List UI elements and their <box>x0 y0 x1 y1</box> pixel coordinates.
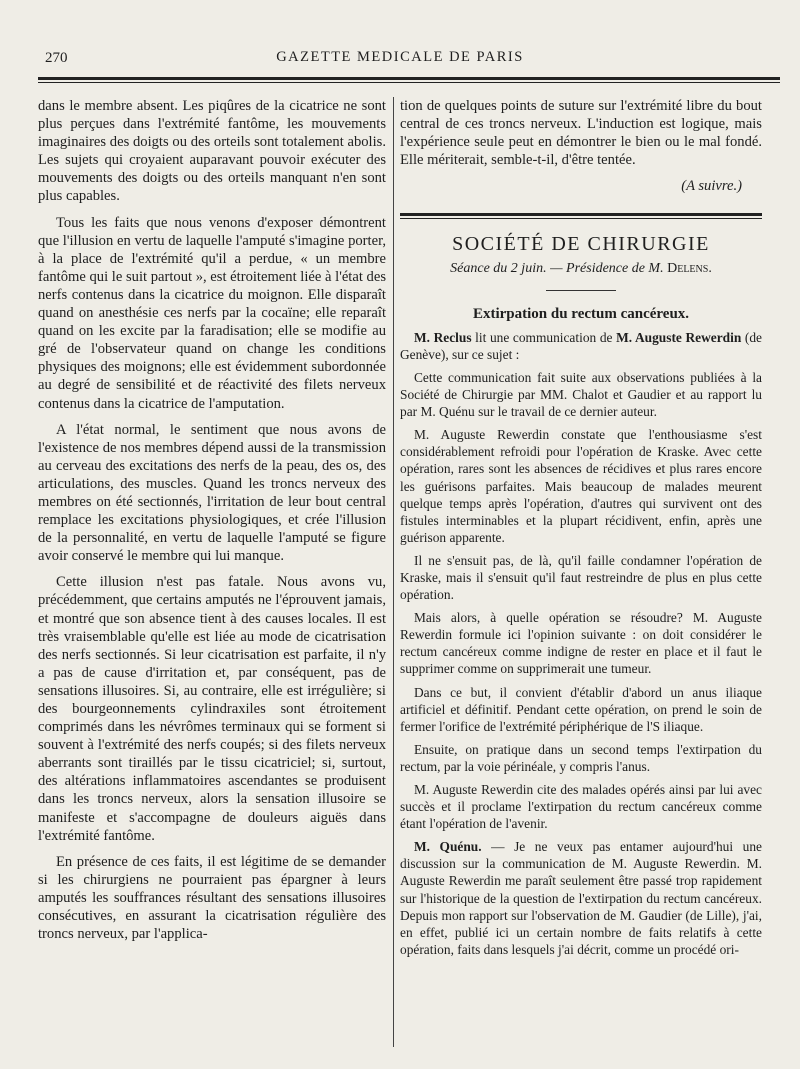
paragraph: M. Auguste Rewerdin constate que l'enthousiasme s'est considérablement refroidi pour l'opération de Kraske. Avec cette opération, rares sont les absences de récidives et plus rares encore les guérisons parfaites. Mais beaucoup de malades meurent quelque temps après l'opération, d'autres qui survivent ont des fistules interminables et la plupart récidivent, enfin, après une guérison apparente. <box>400 427 762 545</box>
header-rule-thick <box>38 77 780 80</box>
header-rule-thin <box>38 82 780 83</box>
article-title: Extirpation du rectum cancéreux. <box>472 305 690 322</box>
section-rule-thin <box>400 218 762 219</box>
paragraph: Ensuite, on pratique dans un second temps l'extirpation du rectum, par la voie périnéale, y compris l'anus. <box>400 741 762 774</box>
paragraph: En présence de ces faits, il est légitime de se demander si les chirurgiens ne pourraient pas épargner à leurs amputés les souffrances résultant des sensations illusoires consécutives, en assurant la cicatrisation régulière des troncs nerveux, par l'applica- <box>38 853 386 943</box>
section-rule-thick <box>400 213 762 216</box>
speaker-name: M. Quénu. <box>414 839 482 855</box>
to-be-continued: (A suivre.) <box>681 178 742 195</box>
session-line <box>400 260 762 278</box>
right-column <box>400 97 762 964</box>
page-number: 270 <box>45 50 68 66</box>
session-presidency-label: — Présidence de M. <box>550 260 664 276</box>
paragraph: Il ne s'ensuit pas, de là, qu'il faille condamner l'opération de Kraske, mais il s'ensuit qu'il faut restreindre de plus en plus cette opération. <box>400 552 762 603</box>
paragraph: dans le membre absent. Les piqûres de la cicatrice ne sont plus perçues dans l'extrémité fantôme, les mouvements imaginaires des doigts ou des orteils sont totalement abolis. Les sujets qui croyaient auparavant pouvoir exécuter des mouvements des doigts ou des orteils manquant n'en sont plus capables. <box>38 98 386 205</box>
intro-paragraph: M. Reclus lit une communication de M. Auguste Rewerdin (de Genève), sur ce sujet : <box>400 329 762 362</box>
paragraph: A l'état normal, le sentiment que nous avons de l'existence de nos membres dépend aussi de la transmission au cerveau des excitations des nerfs de la peau, des os, des articulations, des muscles. Quand les troncs nerveux des membres on été sectionnés, l'irritation de leur bout central remplace les excitations physiologiques, et crée l'illusion de la personnalité, en vertu de laquelle l'amputé se figure avoir conservé le membre qui lui manque. <box>38 421 386 565</box>
journal-title: GAZETTE MEDICALE DE PARIS <box>276 49 524 65</box>
column-divider <box>393 97 394 1047</box>
paragraph: Mais alors, à quelle opération se résoudre? M. Auguste Rewerdin formule ici l'opinion suivante : on doit considérer le rectum cancéreux comme indigne de rester en place et il faut le supprimer comme on supprimerait une tumeur. <box>400 610 762 677</box>
paragraph: M. Auguste Rewerdin cite des malades opérés ainsi par lui avec succès et il proclame l'extirpation du rectum cancéreux comme étant l'opération de l'avenir. <box>400 782 762 832</box>
session-president: Delens. <box>667 260 712 276</box>
paragraph: M. Quénu. — Je ne veux pas entamer aujourd'hui une discussion sur la communication de M. Auguste Rewerdin. M. Auguste Rewerdin me paraît seulement être passé trop rapidement sur l'historique de la question de l'extirpation du rectum cancéreux. Depuis mon rapport sur l'observation de M. Gaudier (de Lille), j'ai, en effet, publié ici un certain nombre de faits relatifs à cette opération, faits dans lesquels j'ai décrit, comme un procédé ori- <box>400 839 762 957</box>
speaker-name: M. Auguste Rewerdin <box>616 329 742 345</box>
left-column <box>38 97 386 951</box>
paragraph: Cette illusion n'est pas fatale. Nous avons vu, précédemment, que certains amputés ne l'éprouvent jamais, et montré que son absence tient à des causes locales. Il est très vraisemblable qu'elle est liée au mode de cicatrisation des nerfs sectionnés. Si leur cicatrisation est parfaite, il n'y a pas de cause d'irritation et, par conséquent, pas de sensations illusoires. Si, au contraire, elle est irrégulière; si des bourgeonnements cylindraxiles sont étroitement comprimés dans les névrômes terminaux qui se forment si souvent à l'extrémité des nerfs coupés; si des filets nerveux aberrants sont tiraillés par le tissu cicatriciel; si, surtout, des altérations inflammatoires ascendantes se produisent dans les troncs nerveux, alors la sensation illusoire se manifeste et s'accompagne de douleurs aiguës dans l'extrémité fantôme. <box>38 574 386 844</box>
paragraph: Cette communication fait suite aux observations publiées à la Société de Chirurgie par MM. Chalot et Gaudier et au rapport lu par M. Quénu sur le travail de ce dernier auteur. <box>400 369 762 420</box>
paragraph: Dans ce but, il convient d'établir d'abord un anus iliaque artificiel et définitif. Pendant cette opération, on prend le soin de fermer l'orifice de l'extrémité périphérique de l'S iliaque. <box>400 684 762 734</box>
session-date: Séance du 2 juin. <box>450 260 547 276</box>
short-rule <box>546 290 616 291</box>
society-heading: SOCIÉTÉ DE CHIRURGIE <box>452 233 710 256</box>
paragraph: Tous les faits que nous venons d'exposer démontrent que l'illusion en vertu de laquelle l'amputé s'imagine porter, à la place de l'extrémité qu'il a perdue, « un membre fantôme qui le suit partout », est étroitement liée à l'état des nerfs contenus dans la cicatrice du moignon. Elle disparaît quand on anesthésie ces nerfs par la cocaïne; elle reparaît quand on les excite par la faradisation; elle se modifie au gré de l'observateur quand on change les conditions physiques des moignons; elle est évidemment subordonnée au degré de sensibilité et de réactivité des filets nerveux contenus dans la cicatrice de l'amputation. <box>38 214 386 412</box>
speaker-name: M. Reclus <box>414 329 472 345</box>
paragraph-continuation: tion de quelques points de suture sur l'extrémité libre du bout central de ces troncs nerveux. L'induction est logique, mais l'expérience seule peut en démontrer le bien ou le mal fondé. Elle mériterait, semble-t-il, d'être tentée. <box>400 98 762 169</box>
